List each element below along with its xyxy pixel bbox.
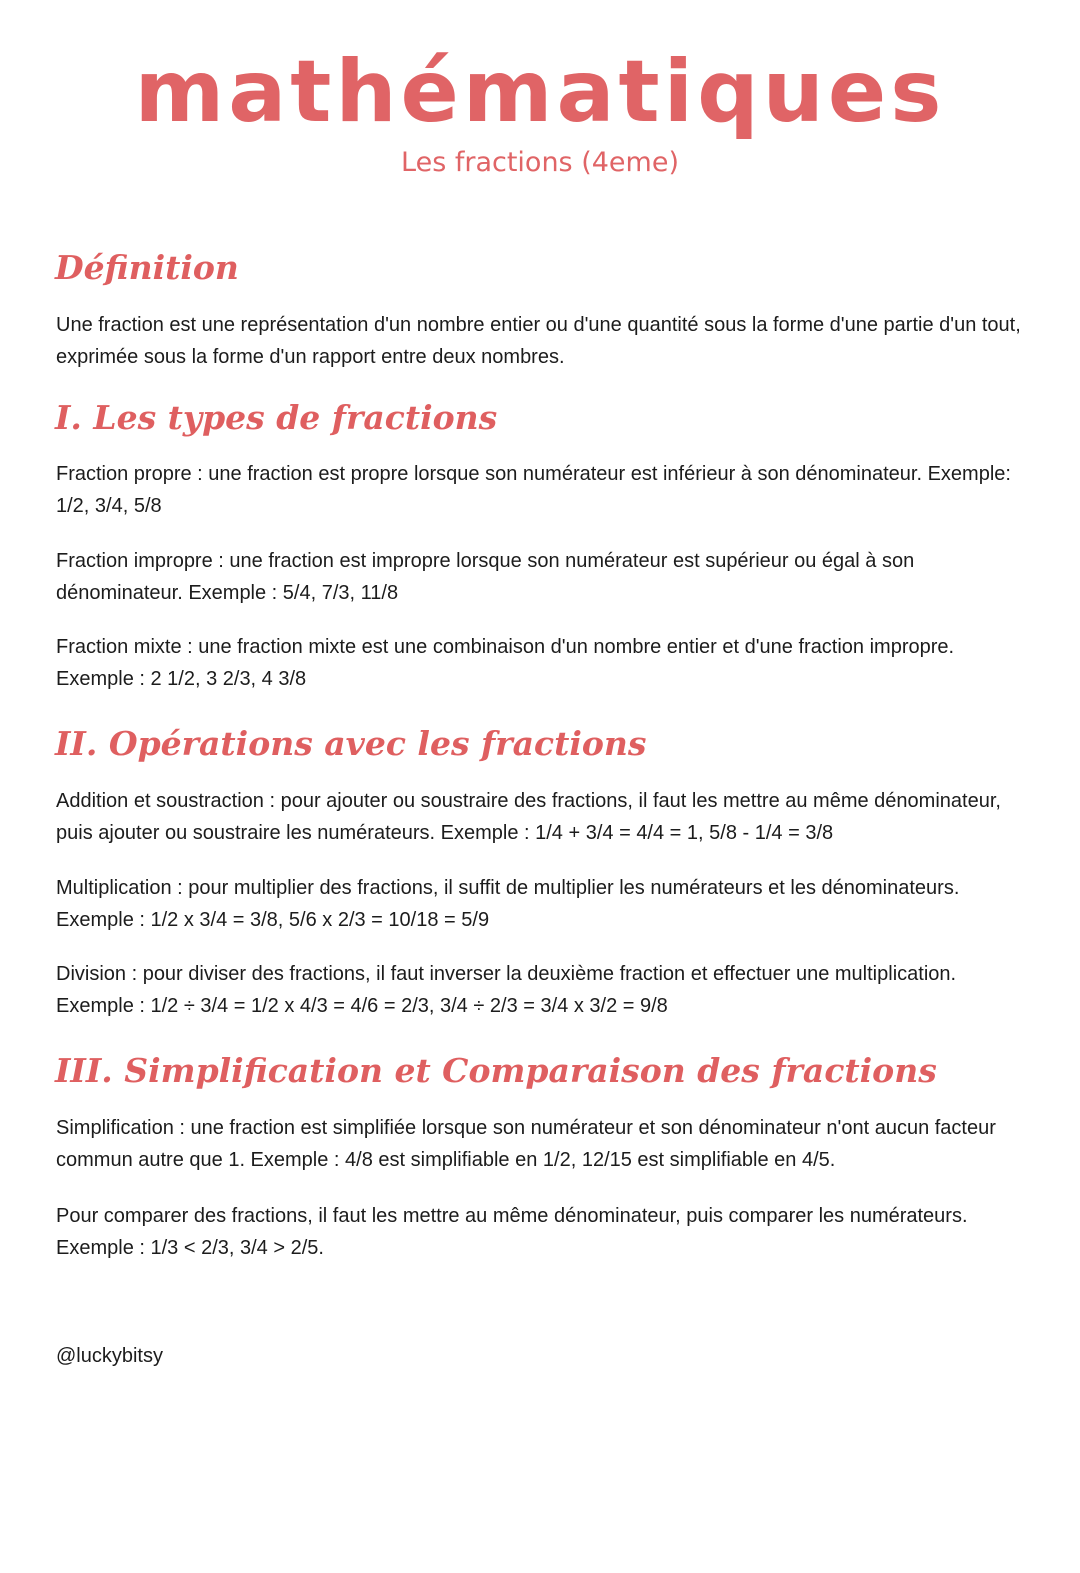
proper-fraction-paragraph: Fraction propre : une fraction est propre lorsque son numérateur est inférieur à son dénominateur. Exemple: 1/2, 3/4, 5/8 (56, 463, 1011, 517)
page-subtitle: Les fractions (4eme) (401, 147, 679, 178)
mixed-fraction-paragraph: Fraction mixte : une fraction mixte est une combinaison d'un nombre entier et d'une fraction impropre. Exemple : 2 1/2, 3 2/3, 4 3/8 (56, 636, 955, 690)
comparison-paragraph: Pour comparer des fractions, il faut les mettre au même dénominateur, puis comparer les numérateurs. Exemple : 1/3 < 2/3, 3/4 > 2/5. (56, 1205, 968, 1259)
improper-fraction-paragraph: Fraction impropre : une fraction est impropre lorsque son numérateur est supérieur ou égal à son dénominateur. Exemple : 5/4, 7/3, 11/8 (56, 550, 915, 604)
addition-paragraph: Addition et soustraction : pour ajouter ou soustraire des fractions, il faut les mettre au même dénominateur, puis ajouter ou soustraire les numérateurs. Exemple : 1/4 + 3/4 = 4/4 = 1, 5/8 - 1/4 = 3/8 (56, 790, 1001, 844)
division-paragraph: Division : pour diviser des fractions, il faut inverser la deuxième fraction et effectuer une multiplication. Exemple : 1/2 ÷ 3/4 = 1/2 x 4/3 = 4/6 = 2/3, 3/4 ÷ 2/3 = 3/4 x 3/2 = 9/8 (56, 963, 957, 1017)
section-1-heading: I. Les types de fractions (55, 398, 498, 437)
definition-text: Une fraction est une représentation d'un nombre entier ou d'une quantité sous la forme d'une partie d'un tout, exprimée sous la forme d'un rapport entre deux nombres. (56, 314, 1021, 368)
multiplication-paragraph: Multiplication : pour multiplier des fractions, il suffit de multiplier les numérateurs et les dénominateurs. Exemple : 1/2 x 3/4 = 3/8, 5/6 x 2/3 = 10/18 = 5/9 (56, 877, 960, 931)
definition-heading: Définition (55, 248, 239, 287)
section-2-heading: II. Opérations avec les fractions (55, 724, 647, 763)
simplification-paragraph: Simplification : une fraction est simplifiée lorsque son numérateur et son dénominateur n'ont aucun facteur commun autre que 1. Exemple : 4/8 est simplifiable en 1/2, 12/15 est simplifiable en 4/5. (56, 1117, 996, 1171)
page-title: mathématiques (134, 42, 946, 142)
section-3-heading: III. Simplification et Comparaison des fractions (55, 1051, 937, 1090)
author-handle: @luckybitsy (56, 1345, 163, 1367)
